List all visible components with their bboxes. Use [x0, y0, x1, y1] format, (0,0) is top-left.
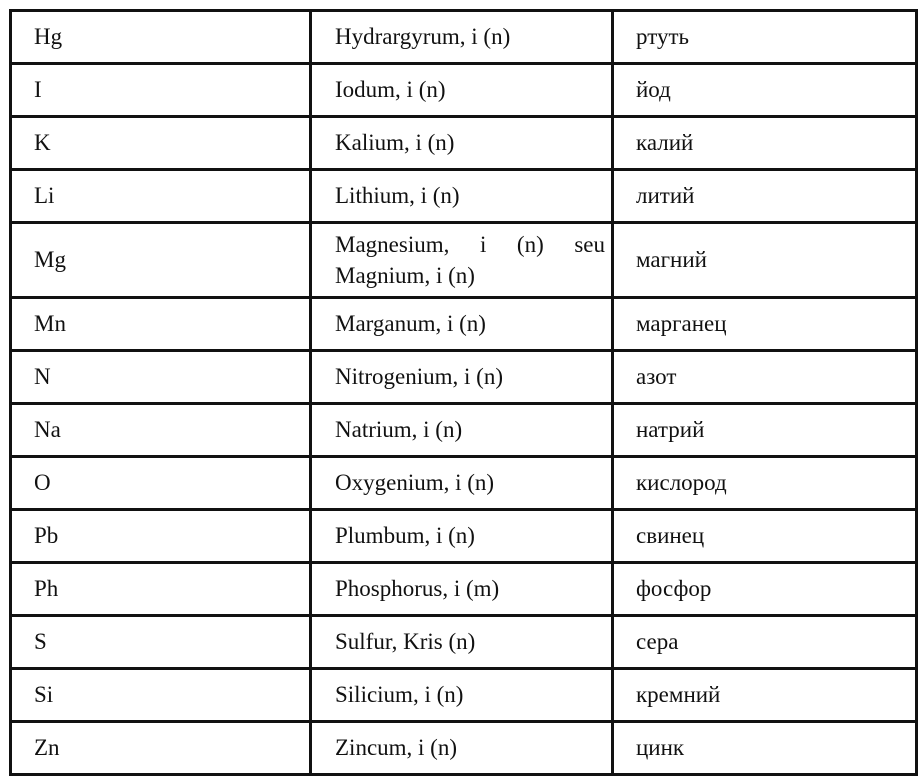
element-symbol: N [11, 351, 311, 404]
latin-name: Silicium, i (n) [311, 669, 613, 722]
latin-name: Iodum, i (n) [311, 64, 613, 117]
table-row [11, 351, 917, 404]
element-symbol: Li [11, 170, 311, 223]
latin-name: Kalium, i (n) [311, 117, 613, 170]
russian-name: марганец [613, 298, 917, 351]
table-row [11, 669, 917, 722]
element-symbol: O [11, 457, 311, 510]
latin-name: Plumbum, i (n) [311, 510, 613, 563]
element-symbol: Si [11, 669, 311, 722]
russian-name: калий [613, 117, 917, 170]
latin-name: Lithium, i (n) [311, 170, 613, 223]
table-row [11, 616, 917, 669]
latin-name-text: Magnesium, i (n) seu Magnium, i (n) [335, 232, 605, 288]
table-container [9, 9, 918, 776]
latin-name: Zincum, i (n) [311, 722, 613, 775]
russian-name: магний [613, 223, 917, 298]
table-row [11, 404, 917, 457]
element-symbol: Zn [11, 722, 311, 775]
element-symbol: Na [11, 404, 311, 457]
latin-name [311, 223, 613, 298]
russian-name: фосфор [613, 563, 917, 616]
russian-name: азот [613, 351, 917, 404]
latin-name: Natrium, i (n) [311, 404, 613, 457]
russian-name: кислород [613, 457, 917, 510]
table-row [11, 457, 917, 510]
element-symbol: Ph [11, 563, 311, 616]
table-row [11, 722, 917, 775]
element-symbol: Mg [11, 223, 311, 298]
latin-name: Marganum, i (n) [311, 298, 613, 351]
russian-name: натрий [613, 404, 917, 457]
russian-name: ртуть [613, 11, 917, 64]
elements-table [9, 9, 918, 776]
element-symbol: K [11, 117, 311, 170]
table-row [11, 223, 917, 298]
russian-name: цинк [613, 722, 917, 775]
table-row [11, 170, 917, 223]
table-row [11, 510, 917, 563]
element-symbol: I [11, 64, 311, 117]
latin-name: Hydrargyrum, i (n) [311, 11, 613, 64]
table-row [11, 117, 917, 170]
latin-name: Nitrogenium, i (n) [311, 351, 613, 404]
table-row [11, 298, 917, 351]
russian-name: сера [613, 616, 917, 669]
russian-name: свинец [613, 510, 917, 563]
table-row [11, 64, 917, 117]
table-row [11, 563, 917, 616]
table-row [11, 11, 917, 64]
russian-name: кремний [613, 669, 917, 722]
russian-name: литий [613, 170, 917, 223]
element-symbol: Pb [11, 510, 311, 563]
latin-name: Oxygenium, i (n) [311, 457, 613, 510]
russian-name: йод [613, 64, 917, 117]
element-symbol: S [11, 616, 311, 669]
latin-name: Phosphorus, i (m) [311, 563, 613, 616]
latin-name: Sulfur, Kris (n) [311, 616, 613, 669]
element-symbol: Mn [11, 298, 311, 351]
element-symbol: Hg [11, 11, 311, 64]
